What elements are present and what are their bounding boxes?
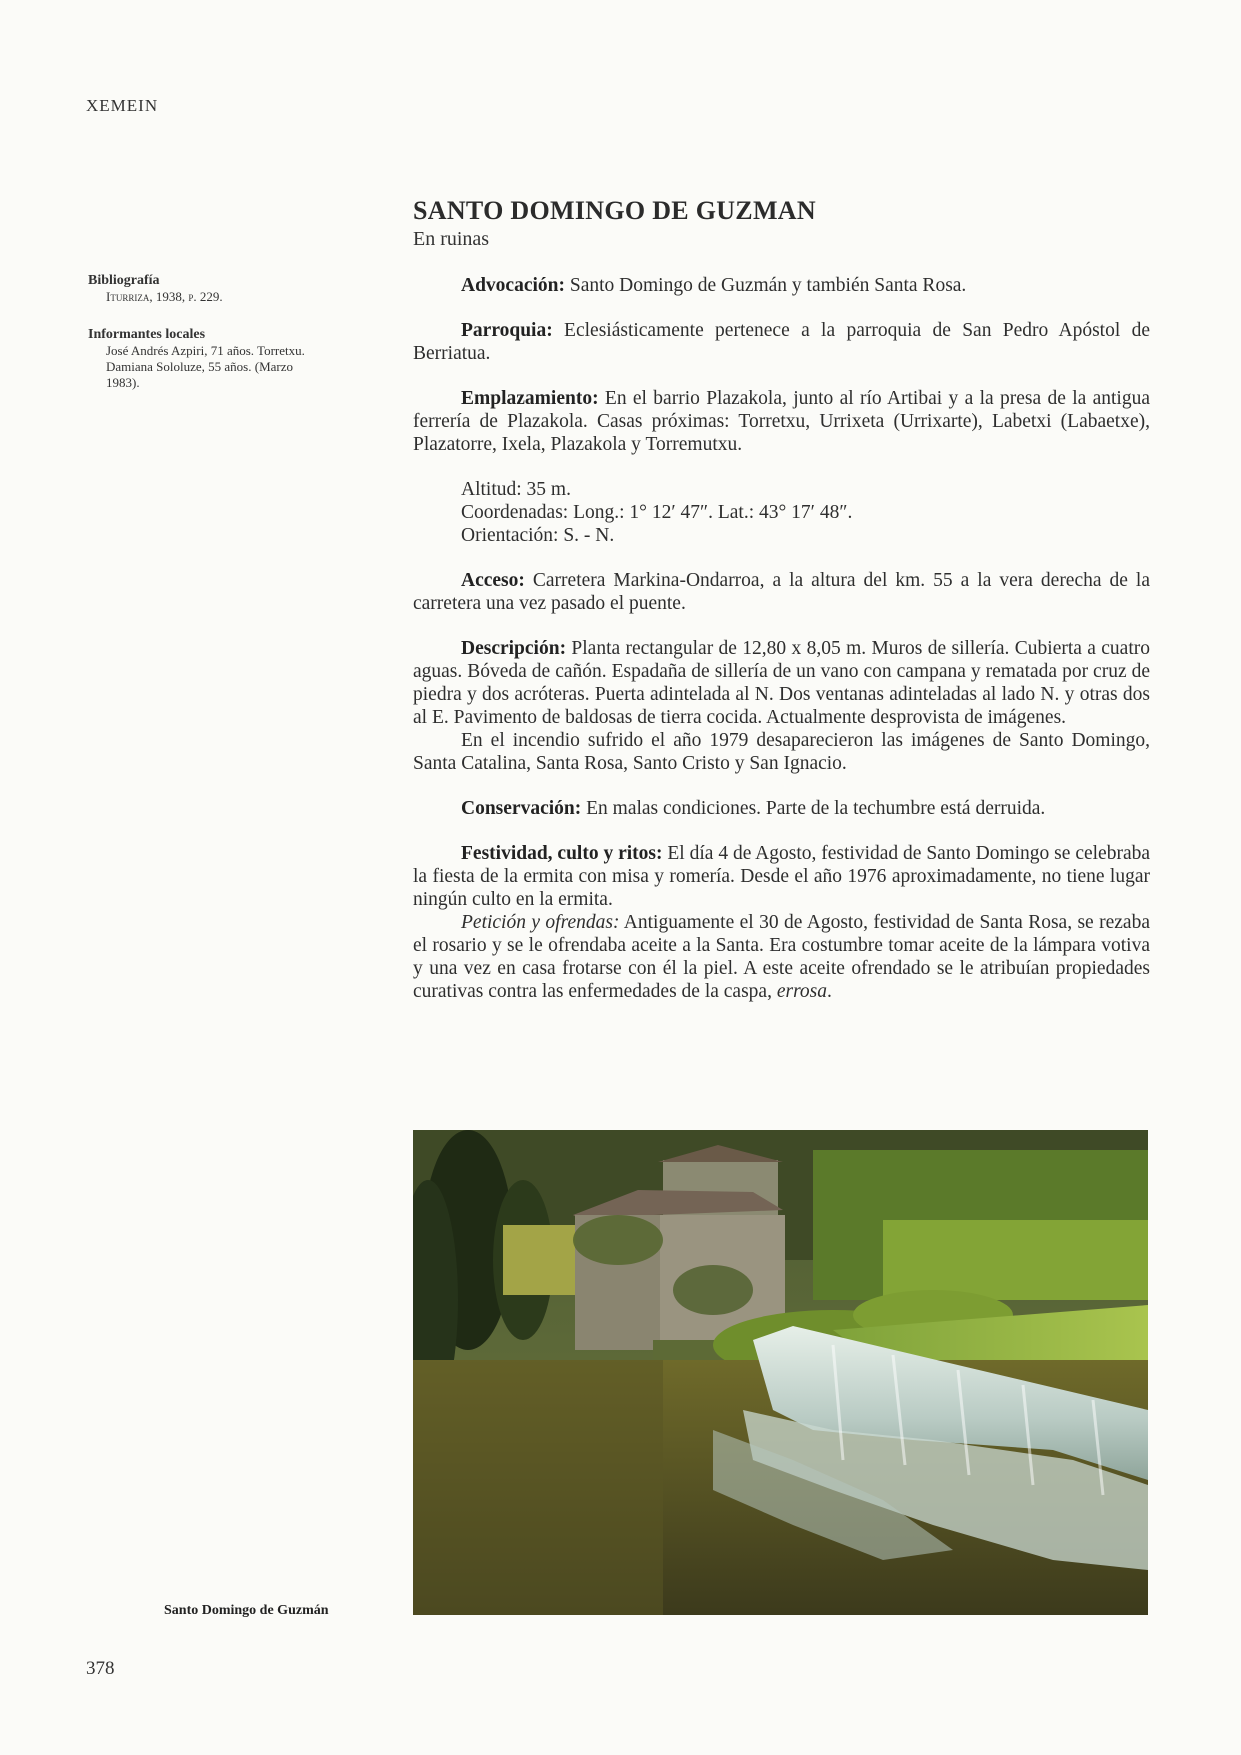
sidebar — [88, 273, 388, 391]
peticion-end: . — [827, 981, 832, 1002]
photo-caption: Santo Domingo de Guzmán — [164, 1603, 329, 1618]
informants-line: Damiana Sololuze, 55 años. (Marzo — [106, 359, 294, 374]
descripcion-label: Descripción: — [461, 638, 567, 659]
acceso-label: Acceso: — [461, 570, 525, 591]
conservacion-text: En malas condiciones. Parte de la techumbre está derruida. — [581, 798, 1046, 819]
emplazamiento-label: Emplazamiento: — [461, 388, 599, 409]
article-body — [413, 274, 1150, 1003]
hermitage-photo — [413, 1130, 1148, 1615]
informants-line: 1983). — [106, 375, 140, 390]
emplazamiento-paragraph — [413, 387, 1150, 456]
advocacion-paragraph — [413, 274, 1150, 297]
informants-line: José Andrés Azpiri, 71 años. Torretxu. — [106, 343, 305, 358]
parroquia-text: Eclesiásticamente pertenece a la parroquia de San Pedro Apóstol de Berriatua. — [413, 320, 1150, 364]
parroquia-paragraph — [413, 319, 1150, 365]
descripcion-text: Planta rectangular de 12,80 x 8,05 m. Muros de sillería. Cubierta a cuatro aguas. Bóveda de cañón. Espadaña de sillería de un vano con campana y rematada por cruz de piedra y dos acróteras. Puerta adintelada al N. Dos ventanas adinteladas al lado N. y otras dos al E. Pavimento de baldosas de tierra cocida. Actualmente desprovista de imágenes. — [413, 638, 1150, 728]
festividad-text: El día 4 de Agosto, festividad de Santo Domingo se celebraba la fiesta de la ermita con misa y romería. Desde el año 1976 aproximadamente, no tiene lugar ningún culto en la ermita. — [413, 843, 1150, 910]
acceso-text: Carretera Markina-Ondarroa, a la altura del km. 55 a la vera derecha de la carretera una vez pasado el puente. — [413, 570, 1150, 614]
location-data — [413, 478, 1150, 547]
acceso-paragraph — [413, 569, 1150, 615]
festividad-paragraph — [413, 842, 1150, 911]
page-title: SANTO DOMINGO DE GUZMAN — [413, 196, 816, 225]
peticion-text: Antiguamente el 30 de Agosto, festividad de Santa Rosa, se rezaba el rosario y se le ofrendaba aceite a la Santa. Era costumbre tomar aceite de la lámpara votiva y una vez en casa frotarse con él la piel. A este aceite ofrendado se le atribuían propiedades curativas contra las enfermedades de la caspa, — [413, 912, 1150, 1002]
bibliography-text: Iturriza, 1938, p. 229. — [106, 289, 223, 304]
bibliography-heading: Bibliografía — [88, 273, 160, 288]
altitude: Altitud: 35 m. — [461, 479, 571, 500]
descripcion-paragraph — [413, 637, 1150, 729]
festividad-label: Festividad, culto y ritos: — [461, 843, 663, 864]
conservacion-paragraph — [413, 797, 1150, 820]
incendio-paragraph: En el incendio sufrido el año 1979 desaparecieron las imágenes de Santo Domingo, Santa Catalina, Santa Rosa, Santo Cristo y San Ignacio. — [413, 730, 1150, 774]
advocacion-label: Advocación: — [461, 275, 565, 296]
page-subtitle: En ruinas — [413, 228, 490, 250]
hermitage-photo-image — [413, 1130, 1148, 1615]
conservacion-label: Conservación: — [461, 798, 582, 819]
coordinates: Coordenadas: Long.: 1° 12′ 47″. Lat.: 43° 17′ 48″. — [461, 502, 853, 523]
peticion-paragraph — [413, 911, 1150, 1003]
page-number: 378 — [86, 1658, 115, 1679]
informants-heading: Informantes locales — [88, 327, 206, 342]
peticion-label: Petición y ofrendas: — [461, 912, 620, 933]
orientation: Orientación: S. - N. — [461, 525, 615, 546]
peticion-term: errosa — [776, 981, 828, 1002]
advocacion-text: Santo Domingo de Guzmán y también Santa Rosa. — [565, 275, 967, 296]
parroquia-label: Parroquia: — [461, 320, 553, 341]
emplazamiento-text: En el barrio Plazakola, junto al río Artibai y a la presa de la antigua ferrería de Plazakola. Casas próximas: Torretxu, Urrixeta (Urrixarte), Labetxi (Labaetxe), Plazatorre, Ixela, Plazakola y Torremutxu. — [413, 388, 1150, 455]
running-head: XEMEIN — [86, 96, 159, 115]
